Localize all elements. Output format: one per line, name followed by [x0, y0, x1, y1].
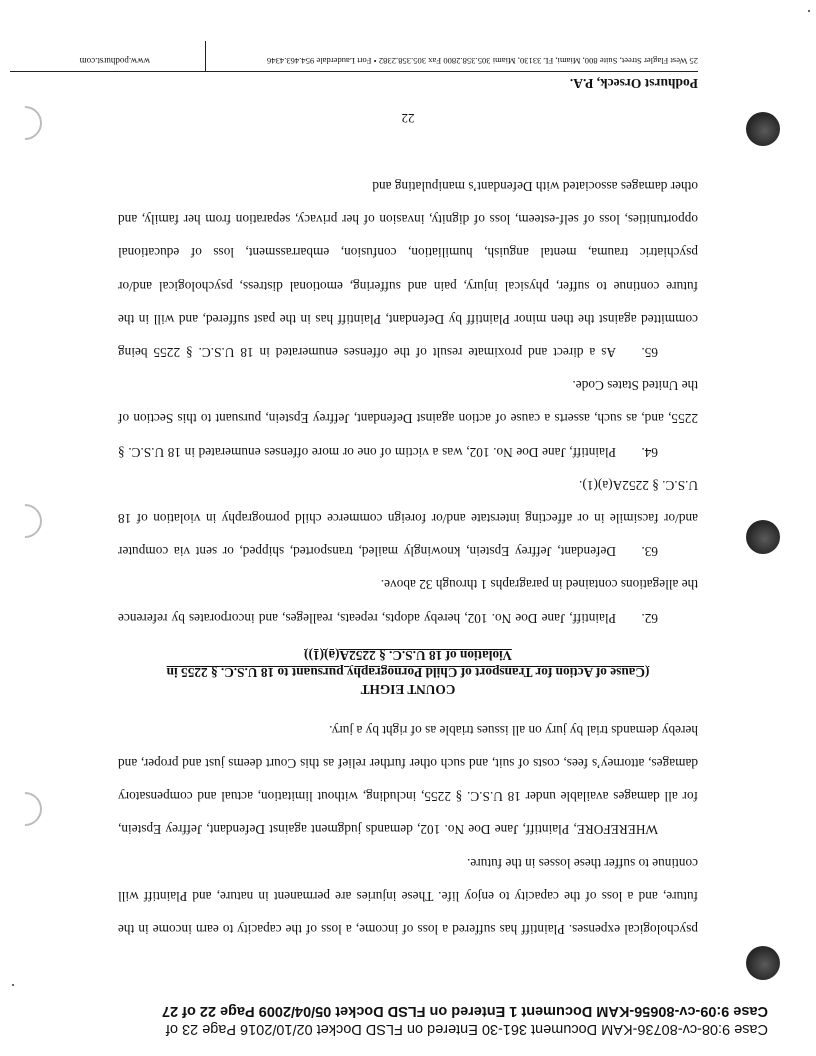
- count-title: COUNT EIGHT: [360, 681, 456, 697]
- paragraph-number: 63.: [641, 544, 658, 560]
- count-subtitle-line2: Violation of 18 U.S.C. § 2252A(a)(1)): [304, 647, 512, 663]
- header-line-original: Case 9:09-cv-80656-KAM Document 1 Entered on FLSD Docket 05/04/2009 Page 22 of 27: [161, 1003, 768, 1019]
- paragraph-continuation: psychological expenses. Plaintiff has suffered a loss of income, a loss of the capacity to earn income in the future, and a loss of the capacity to enjoy life. These injuries are permanent in nature, and Plaintiff will continue to suffer these losses in the future.: [118, 855, 698, 937]
- binder-ring-mark-icon: [1, 785, 49, 833]
- binder-ring-mark-icon: [1, 99, 49, 147]
- paragraph-text: Defendant, Jeffrey Epstein, knowingly mailed, transported, shipped, or sent via computer and/or facsimile in or affecting interstate and/or foreign commerce child pornography in violation of 18 U.S.C. § 2252A(a)(1).: [118, 477, 698, 560]
- paragraph-number: 64.: [641, 444, 658, 460]
- firm-address: 25 West Flagler Street, Suite 800, Miami, FL 33130, Miami 305.358.2800 Fax 305.358.2382 • Fort Lauderdale 954.463.4346: [266, 56, 698, 66]
- paragraph-number: 62.: [641, 610, 658, 626]
- header-line-refiled: Case 9:08-cv-80736-KAM Document 361-30 Entered on FLSD Docket 02/10/2016 Page 23 of: [165, 1021, 768, 1037]
- paragraph-text: Plaintiff, Jane Doe No. 102, hereby adopts, repeats, realleges, and incorporates by reference the allegations contained in paragraphs 1 through 32 above.: [118, 577, 698, 626]
- footer-separator: [205, 41, 206, 71]
- paragraph-number: 65.: [641, 344, 658, 360]
- numbered-paragraph: [118, 170, 698, 369]
- firm-website: www.podhurst.com: [79, 56, 150, 66]
- binder-ring-mark-icon: [1, 497, 49, 545]
- punch-hole-icon: [746, 112, 780, 146]
- wherefore-paragraph: WHEREFORE, Plaintiff, Jane Doe No. 102, demands judgment against Defendant, Jeffrey Epstein, for all damages available under 18 U.S.C. § 2255, including, without limitation, actual and compensatory damages, attorney’s fees, costs of suit, and such other further relief as this Court deems just and proper, and hereby demands trial by jury on all issues triable as of right by a jury.: [118, 722, 698, 838]
- paragraph-text: As a direct and proximate result of the offenses enumerated in 18 U.S.C. § 2255 being committed against the then minor Plaintiff by Defendant, Plaintiff has in the past suffered, and will in the future continue to suffer, physical injury, pain and suffering, emotional distress, psychological and/or psychiatric trauma, mental anguish, humiliation, confusion, embarrassment, loss of educational opportunities, loss of self-esteem, loss of dignity, invasion of her privacy, separation from her family, and other damages associated with Defendant’s manipulating and: [118, 178, 698, 360]
- numbered-paragraph: [118, 369, 698, 469]
- firm-name: Podhurst Orseck, P.A.: [569, 76, 698, 91]
- scan-speck-icon: [808, 10, 810, 12]
- paragraph-text: Plaintiff, Jane Doe No. 102, was a victim of one or more offenses enumerated in 18 U.S.C. § 2255, and, as such, asserts a cause of action against Defendant, Jeffrey Epstein, pursuant to this Section of the United States Code.: [118, 378, 698, 460]
- punch-hole-icon: [746, 946, 780, 980]
- case-header: [38, 1002, 768, 1038]
- numbered-paragraph: [118, 469, 698, 569]
- scan-speck-icon: [12, 984, 14, 986]
- document-body: [118, 170, 698, 946]
- footer-divider: [10, 71, 698, 72]
- punch-hole-icon: [746, 520, 780, 554]
- page-number: 22: [401, 111, 415, 126]
- count-subtitle-line1: (Cause of Action for Transport of Child Pornography pursuant to 18 U.S.C. § 2255 in: [166, 664, 650, 680]
- numbered-paragraph: [118, 568, 698, 634]
